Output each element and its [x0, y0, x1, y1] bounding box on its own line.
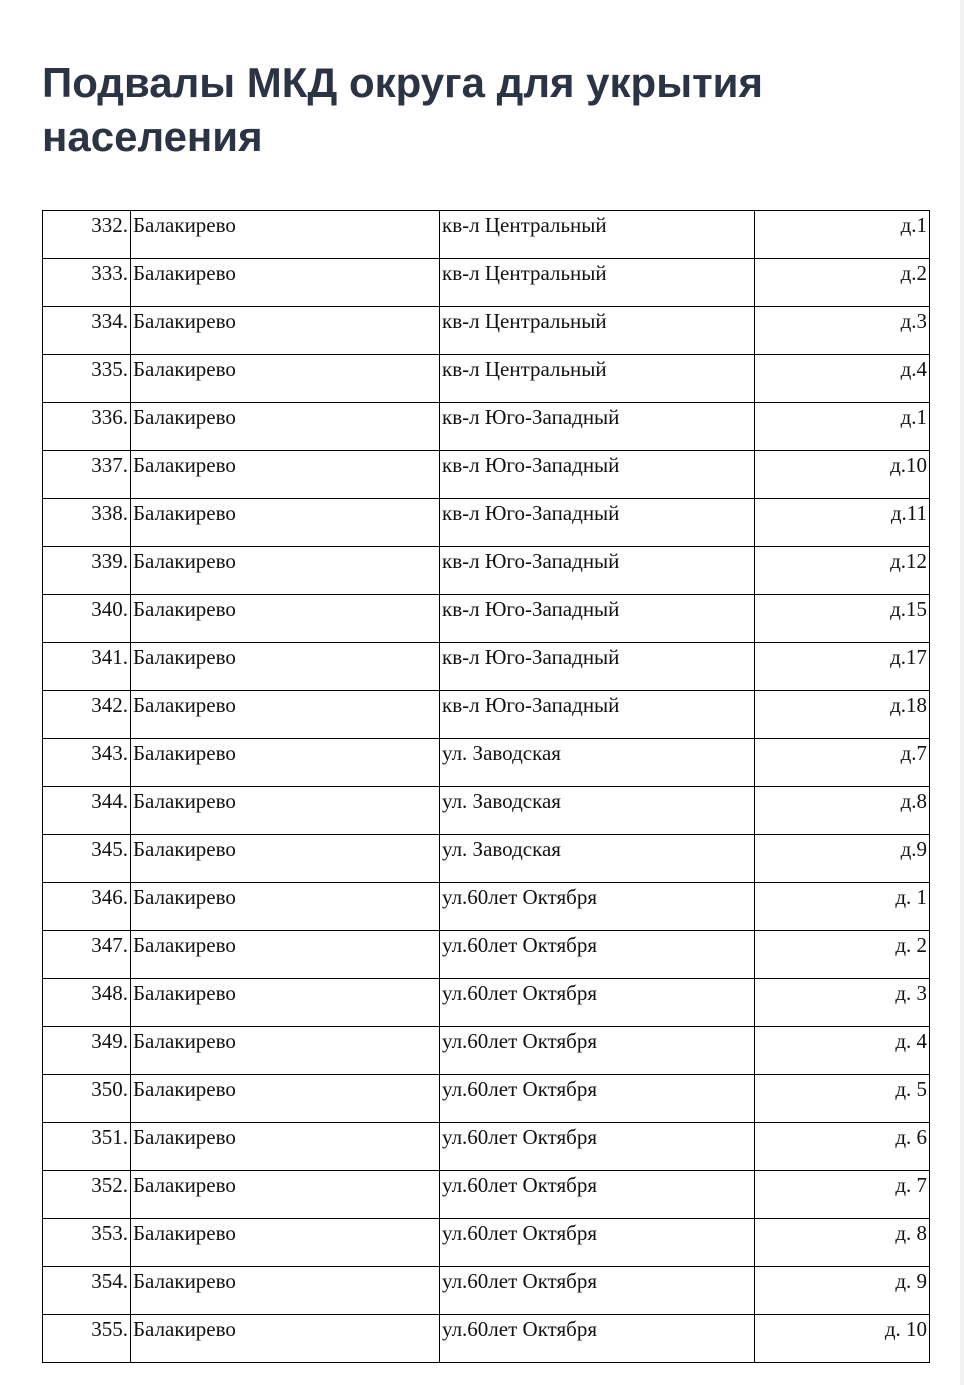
table-row	[43, 1171, 930, 1219]
house-cell: д.10	[755, 451, 930, 499]
settlement-cell: Балакирево	[131, 259, 440, 307]
table-row	[43, 691, 930, 739]
street-cell: кв-л Юго-Западный	[440, 403, 755, 451]
settlement-cell: Балакирево	[131, 1267, 440, 1315]
row-number: 335.	[43, 355, 131, 403]
street-cell: кв-л Центральный	[440, 259, 755, 307]
table-row	[43, 451, 930, 499]
table-row	[43, 1075, 930, 1123]
row-number: 355.	[43, 1315, 131, 1363]
house-cell: д.1	[755, 211, 930, 259]
street-cell: ул.60лет Октября	[440, 1219, 755, 1267]
street-cell: кв-л Юго-Западный	[440, 595, 755, 643]
table-row	[43, 643, 930, 691]
house-cell: д.12	[755, 547, 930, 595]
street-cell: ул.60лет Октября	[440, 931, 755, 979]
row-number: 348.	[43, 979, 131, 1027]
table-row	[43, 1315, 930, 1363]
settlement-cell: Балакирево	[131, 739, 440, 787]
street-cell: кв-л Юго-Западный	[440, 547, 755, 595]
table-row	[43, 979, 930, 1027]
table-row	[43, 835, 930, 883]
house-cell: д.18	[755, 691, 930, 739]
house-cell: д.8	[755, 787, 930, 835]
row-number: 334.	[43, 307, 131, 355]
house-cell: д.1	[755, 403, 930, 451]
house-cell: д.11	[755, 499, 930, 547]
street-cell: кв-л Центральный	[440, 307, 755, 355]
house-cell: д. 5	[755, 1075, 930, 1123]
table-row	[43, 595, 930, 643]
street-cell: ул.60лет Октября	[440, 883, 755, 931]
house-cell: д.17	[755, 643, 930, 691]
row-number: 347.	[43, 931, 131, 979]
street-cell: ул.60лет Октября	[440, 1315, 755, 1363]
settlement-cell: Балакирево	[131, 1123, 440, 1171]
settlement-cell: Балакирево	[131, 979, 440, 1027]
house-cell: д. 10	[755, 1315, 930, 1363]
row-number: 338.	[43, 499, 131, 547]
settlement-cell: Балакирево	[131, 307, 440, 355]
row-number: 332.	[43, 211, 131, 259]
page-edge	[960, 0, 964, 1385]
row-number: 351.	[43, 1123, 131, 1171]
settlement-cell: Балакирево	[131, 691, 440, 739]
settlement-cell: Балакирево	[131, 403, 440, 451]
table-row	[43, 739, 930, 787]
table-row	[43, 547, 930, 595]
table-row	[43, 883, 930, 931]
row-number: 345.	[43, 835, 131, 883]
street-cell: ул.60лет Октября	[440, 1075, 755, 1123]
row-number: 353.	[43, 1219, 131, 1267]
street-cell: ул. Заводская	[440, 739, 755, 787]
house-cell: д. 3	[755, 979, 930, 1027]
row-number: 333.	[43, 259, 131, 307]
table-row	[43, 1027, 930, 1075]
table-row	[43, 1123, 930, 1171]
house-cell: д.3	[755, 307, 930, 355]
house-cell: д. 8	[755, 1219, 930, 1267]
house-cell: д. 6	[755, 1123, 930, 1171]
street-cell: ул.60лет Октября	[440, 979, 755, 1027]
settlement-cell: Балакирево	[131, 355, 440, 403]
table-row	[43, 403, 930, 451]
table-row	[43, 355, 930, 403]
shelter-table	[42, 210, 930, 1363]
page-title: Подвалы МКД округа для укрытия населения	[42, 59, 763, 160]
settlement-cell: Балакирево	[131, 1171, 440, 1219]
settlement-cell: Балакирево	[131, 451, 440, 499]
row-number: 341.	[43, 643, 131, 691]
settlement-cell: Балакирево	[131, 595, 440, 643]
settlement-cell: Балакирево	[131, 643, 440, 691]
table-row	[43, 787, 930, 835]
table-row	[43, 211, 930, 259]
house-cell: д. 4	[755, 1027, 930, 1075]
settlement-cell: Балакирево	[131, 1027, 440, 1075]
house-cell: д. 9	[755, 1267, 930, 1315]
street-cell: ул.60лет Октября	[440, 1267, 755, 1315]
street-cell: кв-л Юго-Западный	[440, 643, 755, 691]
house-cell: д.4	[755, 355, 930, 403]
table-row	[43, 499, 930, 547]
row-number: 339.	[43, 547, 131, 595]
house-cell: д.7	[755, 739, 930, 787]
settlement-cell: Балакирево	[131, 787, 440, 835]
street-cell: ул.60лет Октября	[440, 1123, 755, 1171]
table-row	[43, 931, 930, 979]
row-number: 337.	[43, 451, 131, 499]
house-cell: д.15	[755, 595, 930, 643]
row-number: 336.	[43, 403, 131, 451]
table-row	[43, 259, 930, 307]
settlement-cell: Балакирево	[131, 1219, 440, 1267]
row-number: 342.	[43, 691, 131, 739]
street-cell: кв-л Юго-Западный	[440, 691, 755, 739]
settlement-cell: Балакирево	[131, 1315, 440, 1363]
row-number: 349.	[43, 1027, 131, 1075]
settlement-cell: Балакирево	[131, 547, 440, 595]
street-cell: кв-л Юго-Западный	[440, 499, 755, 547]
house-cell: д.9	[755, 835, 930, 883]
house-cell: д.2	[755, 259, 930, 307]
settlement-cell: Балакирево	[131, 1075, 440, 1123]
table-row	[43, 1267, 930, 1315]
table-body	[43, 211, 930, 1363]
table-row	[43, 307, 930, 355]
row-number: 340.	[43, 595, 131, 643]
house-cell: д. 7	[755, 1171, 930, 1219]
house-cell: д. 2	[755, 931, 930, 979]
street-cell: кв-л Центральный	[440, 355, 755, 403]
street-cell: кв-л Юго-Западный	[440, 451, 755, 499]
row-number: 343.	[43, 739, 131, 787]
street-cell: ул. Заводская	[440, 835, 755, 883]
street-cell: ул.60лет Октября	[440, 1027, 755, 1075]
street-cell: ул. Заводская	[440, 787, 755, 835]
settlement-cell: Балакирево	[131, 499, 440, 547]
street-cell: ул.60лет Октября	[440, 1171, 755, 1219]
row-number: 344.	[43, 787, 131, 835]
row-number: 346.	[43, 883, 131, 931]
row-number: 350.	[43, 1075, 131, 1123]
street-cell: кв-л Центральный	[440, 211, 755, 259]
table-row	[43, 1219, 930, 1267]
settlement-cell: Балакирево	[131, 883, 440, 931]
settlement-cell: Балакирево	[131, 835, 440, 883]
settlement-cell: Балакирево	[131, 211, 440, 259]
settlement-cell: Балакирево	[131, 931, 440, 979]
row-number: 354.	[43, 1267, 131, 1315]
house-cell: д. 1	[755, 883, 930, 931]
row-number: 352.	[43, 1171, 131, 1219]
